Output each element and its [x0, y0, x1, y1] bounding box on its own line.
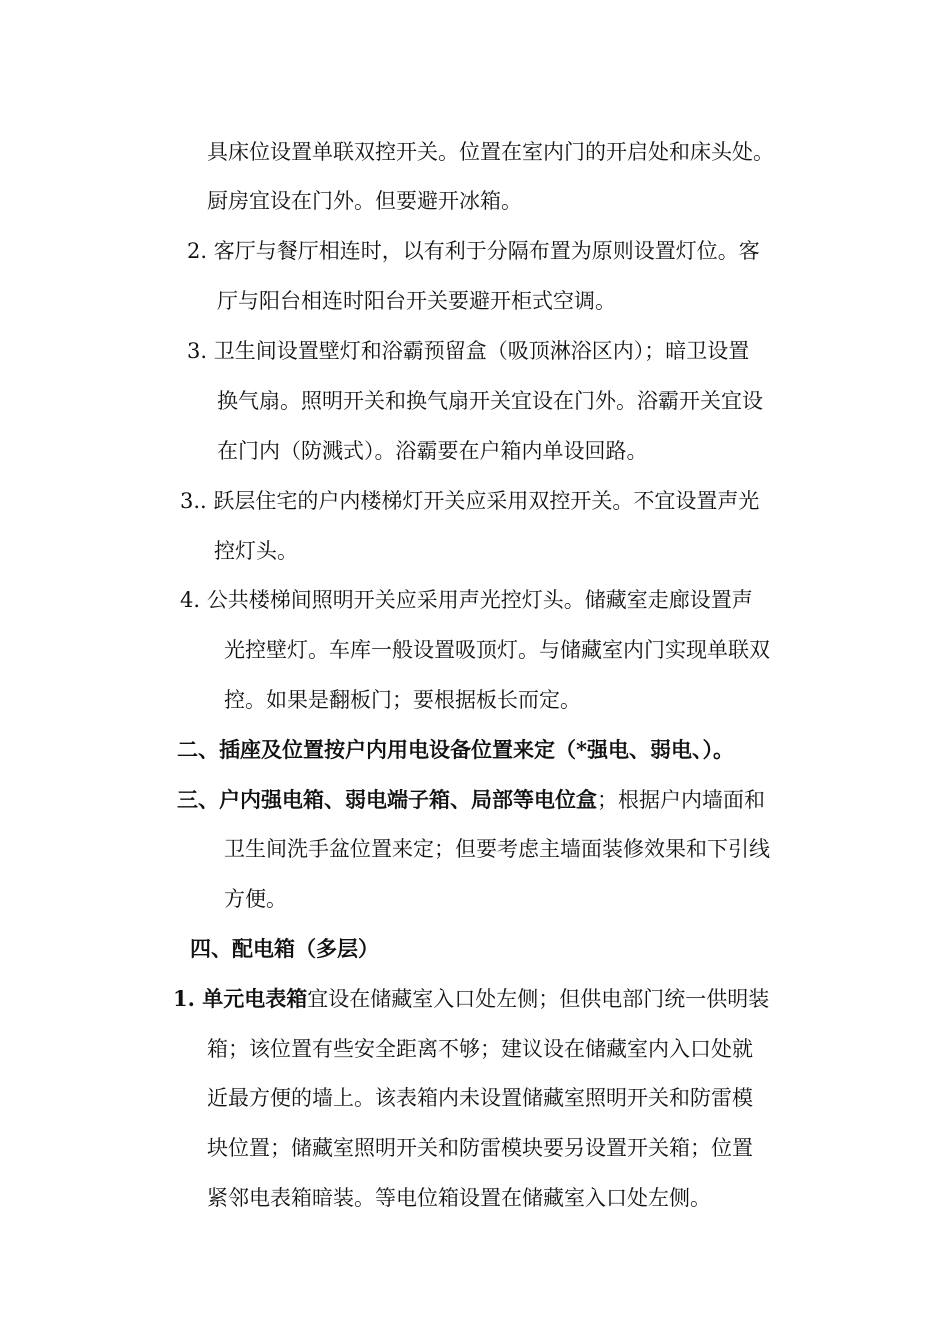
- text-line: 控。如果是翻板门；要根据板长而定。: [224, 688, 581, 712]
- text-line: 箱；该位置有些安全距离不够；建议设在储藏室内入口处就: [207, 1037, 753, 1061]
- heading-rest: ；根据户内墙面和: [597, 788, 765, 812]
- list-item-4: 4. 公共楼梯间照明开关应采用声光控灯头。储藏室走廊设置声: [180, 588, 753, 612]
- text-line: 块位置；储藏室照明开关和防雷模块要另设置开关箱；位置: [207, 1136, 753, 1160]
- heading-bold: 三、户内强电箱、弱电端子箱、局部等电位盒: [177, 787, 597, 812]
- text-line: 厅与阳台相连时阳台开关要避开柜式空调。: [217, 289, 616, 313]
- text-line: 换气扇。照明开关和换气扇开关宜设在门外。浴霸开关宜设: [217, 389, 763, 413]
- text-line: 厨房宜设在门外。但要避开冰箱。: [207, 189, 522, 213]
- text-line: 具床位设置单联双控开关。位置在室内门的开启处和床头处。: [207, 140, 774, 164]
- text-line: 光控壁灯。车库一般设置吸顶灯。与储藏室内门实现单联双: [224, 638, 770, 662]
- text-line: 控灯头。: [214, 539, 298, 563]
- list-item-3: 3. 卫生间设置壁灯和浴霸预留盒（吸顶淋浴区内）；暗卫设置: [187, 339, 750, 363]
- text-line: 卫生间洗手盆位置来定；但要考虑主墙面装修效果和下引线: [224, 837, 770, 861]
- list-item-1: [173, 986, 769, 1012]
- section-heading-4: 四、配电箱（多层）: [190, 936, 379, 961]
- section-heading-2: 二、插座及位置按户内用电设备位置来定（*强电、弱电、）。: [177, 737, 734, 762]
- text-line: 方便。: [224, 887, 287, 911]
- text-line: 在门内（防溅式）。浴霸要在户箱内单设回路。: [217, 439, 648, 463]
- list-item-3b: 3.. 跃层住宅的户内楼梯灯开关应采用双控开关。不宜设置声光: [180, 489, 760, 513]
- section-heading-3: [177, 787, 765, 813]
- text-line: 近最方便的墙上。该表箱内未设置储藏室照明开关和防雷模: [207, 1086, 753, 1110]
- item-bold: 1. 单元电表箱: [173, 986, 308, 1011]
- text-line: 紧邻电表箱暗装。等电位箱设置在储藏室入口处左侧。: [207, 1186, 711, 1210]
- list-item-2: 2. 客厅与餐厅相连时，以有利于分隔布置为原则设置灯位。客: [187, 239, 760, 263]
- item-rest: 宜设在储藏室入口处左侧；但供电部门统一供明装: [307, 987, 770, 1011]
